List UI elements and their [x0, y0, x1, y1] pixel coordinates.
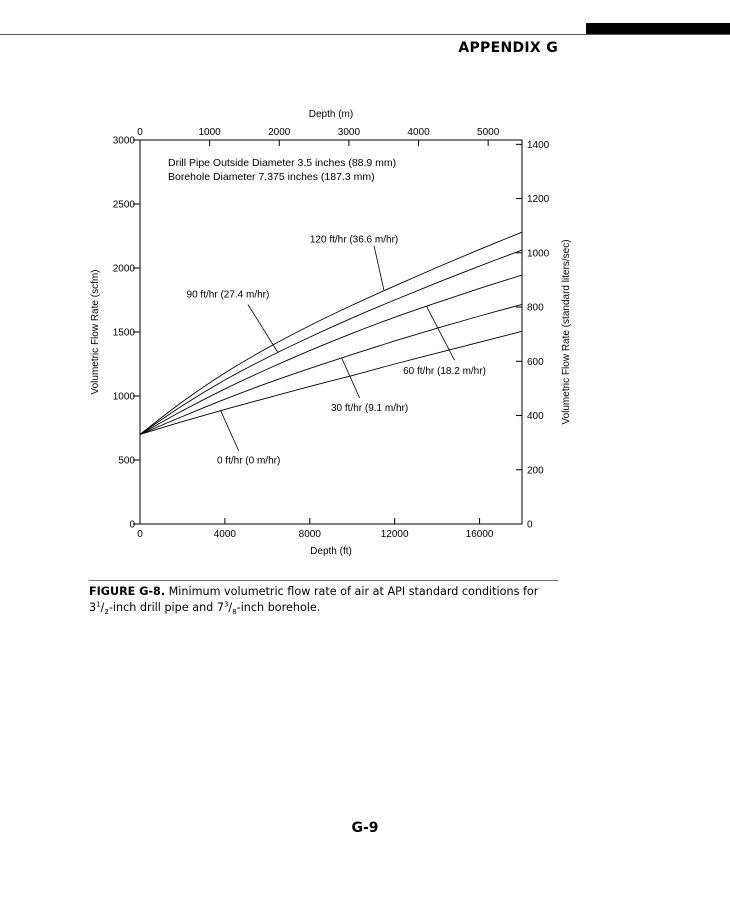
y2-axis-label: Volumetric Flow Rate (standard liters/sec) [561, 239, 572, 425]
caption-text-3: -inch borehole. [236, 601, 321, 614]
x2-tick-label: 4000 [407, 127, 430, 138]
series-label: 120 ft/hr (36.6 m/hr) [309, 234, 399, 246]
series-line [140, 331, 522, 434]
y2-tick-label: 200 [527, 465, 544, 477]
y-tick-label: 2500 [112, 199, 135, 211]
caption-sub-2: 8 [232, 608, 237, 617]
series-label-leader [374, 246, 384, 291]
y-axis-label: Volumetric Flow Rate (scfm) [90, 269, 101, 395]
caption-text-2: -inch drill pipe and 7 [108, 601, 224, 614]
x-tick-label: 4000 [213, 529, 237, 540]
caption-sup-2: 3 [223, 600, 229, 609]
page-number: G-9 [351, 820, 379, 836]
caption-text-1: Minimum volumetric flow rate of air at API standard conditions for 3 [89, 585, 539, 614]
annotations [168, 157, 486, 467]
y2-tick-label: 800 [527, 302, 544, 314]
series-label: 60 ft/hr (18.2 m/hr) [403, 366, 486, 378]
x2-tick-label: 0 [137, 127, 143, 138]
series-label-leader [248, 304, 278, 352]
caption-sup-1: 1 [96, 600, 101, 609]
y-tick-label: 1500 [112, 327, 135, 339]
x2-tick-label: 3000 [337, 127, 361, 138]
y-tick-label: 3000 [112, 135, 135, 147]
y2-tick-label: 1400 [527, 139, 550, 151]
y-tick-label: 1000 [112, 391, 135, 403]
x-tick-label: 16000 [465, 529, 494, 540]
y-tick-label: 0 [129, 519, 135, 531]
chart-note: Borehole Diameter 7.375 inches (187.3 mm) [168, 171, 375, 183]
x-axis-label: Depth (ft) [310, 546, 352, 557]
caption-rule [89, 580, 558, 581]
figure-caption: FIGURE G-8. Minimum volumetric flow rate of air at API standard conditions for $3^1/_2$-inch drill pipe and $7^3/_8$-inch borehole. [89, 585, 539, 617]
caption-sub-1: 2 [104, 608, 109, 617]
y-tick-label: 500 [118, 455, 135, 467]
x-tick-label: 12000 [380, 529, 409, 540]
y2-tick-label: 1000 [527, 248, 550, 260]
x2-axis-label: Depth (m) [308, 109, 354, 120]
x-tick-label: 8000 [298, 529, 321, 540]
y2-tick-label: 0 [527, 519, 533, 531]
x2-tick-label: 5000 [477, 127, 500, 138]
series-label: 0 ft/hr (0 m/hr) [216, 455, 281, 467]
series-label-leader [221, 411, 239, 451]
y2-tick-label: 600 [527, 356, 544, 368]
chart-note: Drill Pipe Outside Diameter 3.5 inches (88.9 mm) [168, 157, 397, 169]
section-title: APPENDIX G [458, 40, 558, 56]
x2-tick-label: 2000 [268, 127, 291, 138]
x-tick-label: 0 [137, 529, 143, 540]
plot-frame [140, 140, 522, 524]
y-tick-label: 2000 [112, 263, 135, 275]
figure-label: FIGURE G-8. [89, 585, 166, 598]
series-label: 30 ft/hr (9.1 m/hr) [330, 402, 409, 414]
x2-tick-label: 1000 [198, 127, 221, 138]
y2-tick-label: 1200 [527, 194, 550, 206]
series-label: 90 ft/hr (27.4 m/hr) [186, 289, 270, 301]
y2-tick-label: 400 [527, 411, 544, 423]
